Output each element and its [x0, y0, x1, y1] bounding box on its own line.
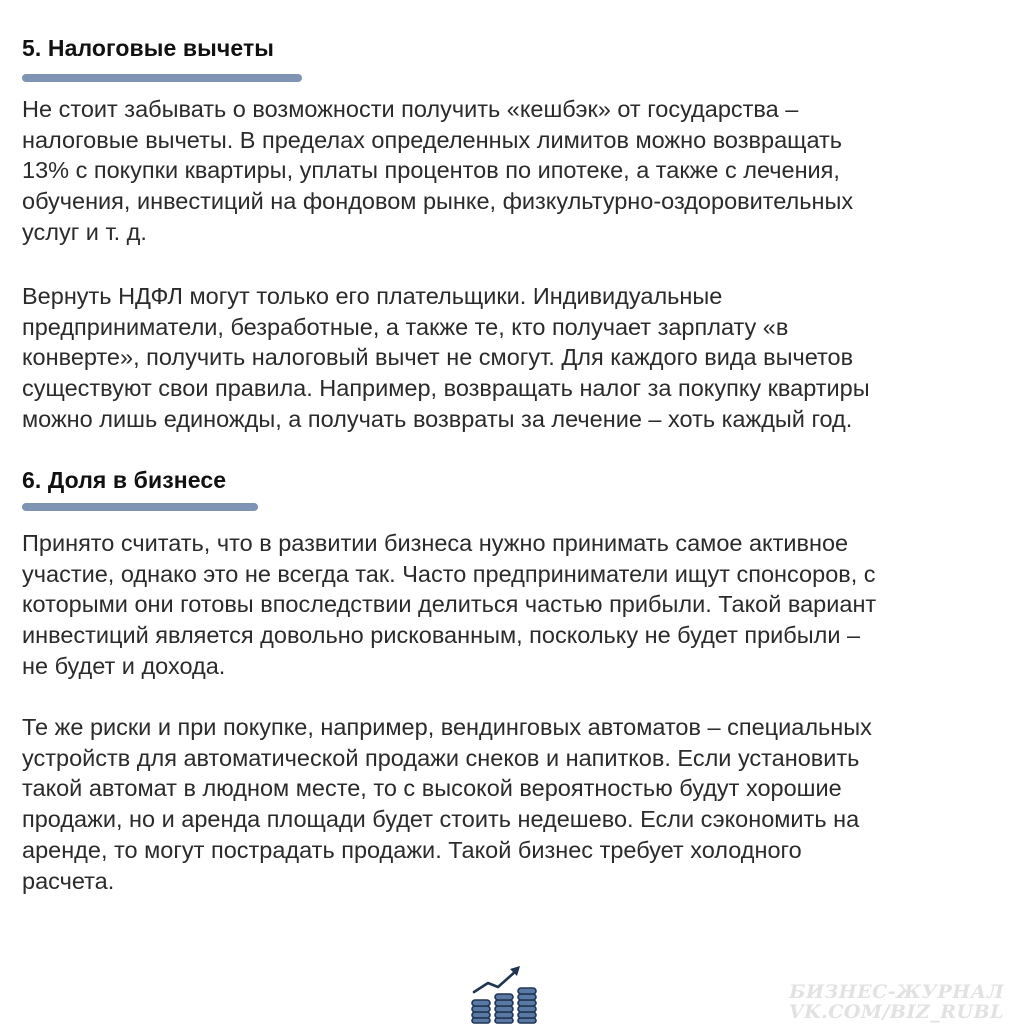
watermark-line-2: VK.COM/BIZ_RUBL — [788, 1001, 1004, 1023]
section-5-paragraph-1 — [22, 94, 982, 248]
section-5-underline — [22, 74, 302, 82]
paragraph-line: Не стоит забывать о возможности получить «кешбэк» от государства – — [22, 96, 799, 122]
paragraph-line: инвестиций является довольно рискованным, поскольку не будет прибыли – — [22, 622, 861, 649]
paragraph-line: предприниматели, безработные, а также те, кто получает зарплату «в — [22, 313, 789, 340]
paragraph-line: участие, однако это не всегда так. Часто предприниматели ищут спонсоров, с — [22, 560, 876, 587]
paragraph-line: Те же риски и при покупке, например, вендинговых автоматов – специальных — [22, 714, 872, 740]
section-5-paragraph-2 — [22, 281, 982, 435]
section-6-paragraph-1 — [22, 528, 982, 682]
section-5-title: 5. Налоговые вычеты — [22, 35, 275, 61]
paragraph-line: 13% с покупки квартиры, уплаты процентов по ипотеке, а также с лечения, — [22, 157, 840, 184]
paragraph-line: аренде, то могут пострадать продажи. Такой бизнес требует холодного — [22, 836, 802, 863]
paragraph-line: устройств для автоматической продажи снеков и напитков. Если установить — [22, 744, 860, 771]
watermark-line-1: БИЗНЕС-ЖУРНАЛ — [789, 981, 1004, 1003]
section-6-underline — [22, 503, 258, 511]
paragraph-line: существуют свои правила. Например, возвращать налог за покупку квартиры — [22, 375, 870, 402]
paragraph-line: расчета. — [22, 867, 115, 894]
paragraph-line: можно лишь единожды, а получать возвраты за лечение – хоть каждый год. — [22, 405, 853, 432]
paragraph-line: услуг и т. д. — [22, 218, 147, 245]
paragraph-line: Вернуть НДФЛ могут только его плательщики. Индивидуальные — [22, 283, 723, 309]
paragraph-line: не будет и дохода. — [22, 652, 226, 679]
paragraph-line: налоговые вычеты. В пределах определенных лимитов можно возвращать — [22, 126, 843, 153]
paragraph-line: которыми они готовы впоследствии делиться частью прибыли. Такой вариант — [22, 591, 877, 618]
paragraph-line: конверте», получить налоговый вычет не смогут. Для каждого вида вычетов — [22, 344, 854, 371]
paragraph-line: такой автомат в людном месте, то с высокой вероятностью будут хорошие — [22, 775, 842, 802]
paragraph-line: Принято считать, что в развитии бизнеса нужно принимать самое активное — [22, 530, 849, 556]
watermark — [789, 982, 1004, 1022]
paragraph-line: продажи, но и аренда площади будет стоить недешево. Если сэкономить на — [22, 806, 860, 833]
coins-growth-icon — [468, 962, 544, 1024]
section-6-title: 6. Доля в бизнесе — [22, 467, 227, 493]
section-6-paragraph-2 — [22, 712, 982, 896]
paragraph-line: обучения, инвестиций на фондовом рынке, физкультурно-оздоровительных — [22, 188, 854, 215]
